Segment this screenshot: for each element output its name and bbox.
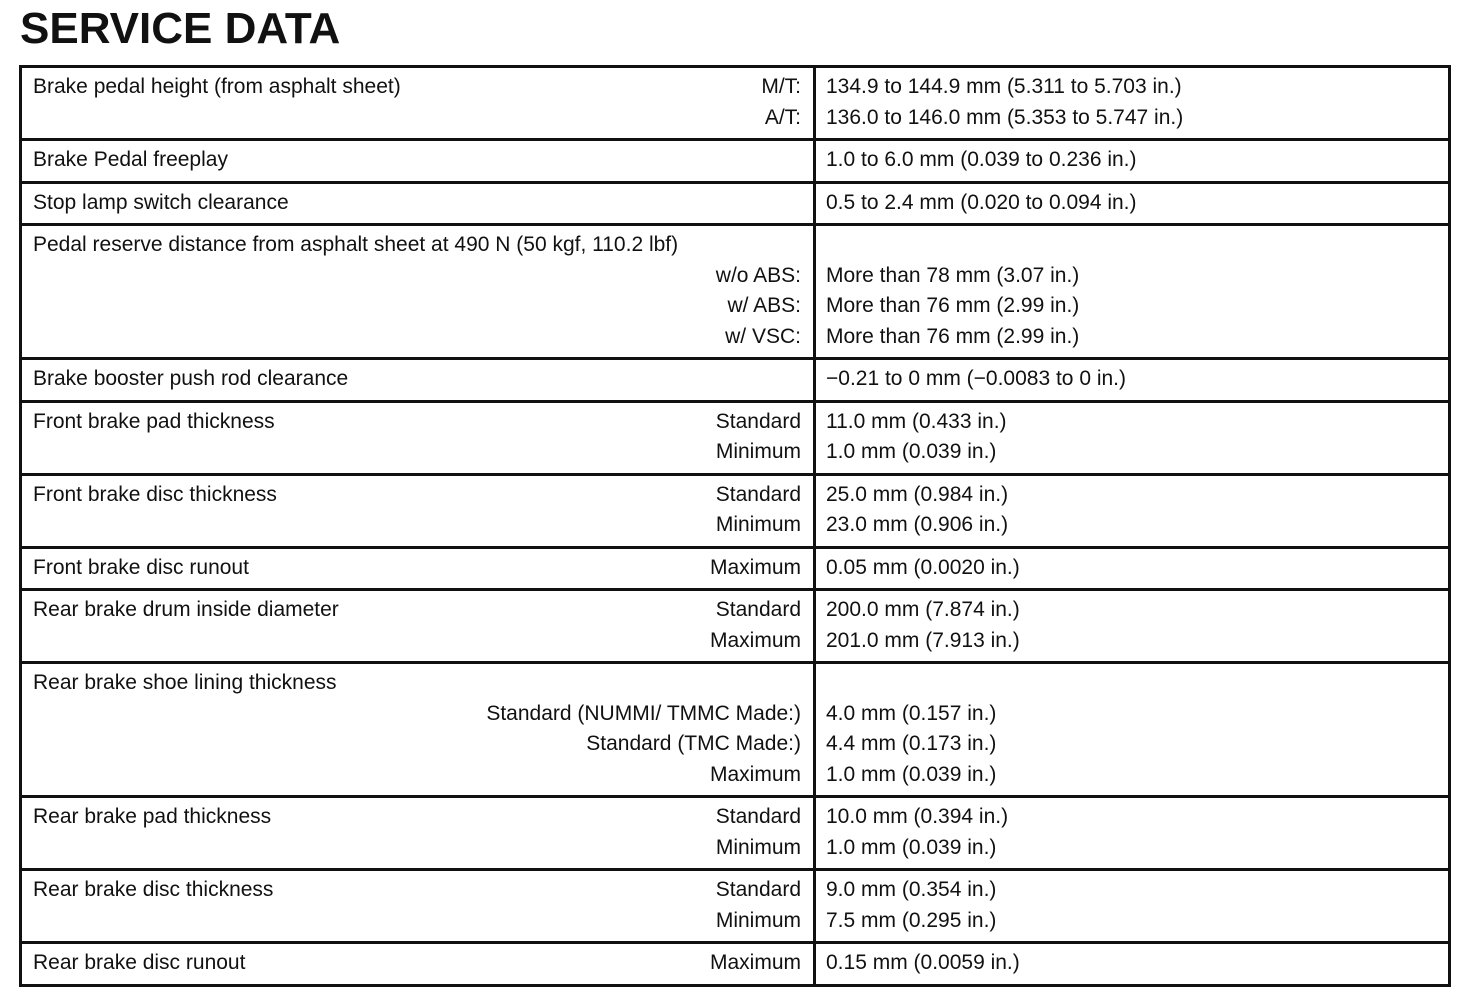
spec-qualifier: Maximum [709, 628, 801, 652]
spec-value-cell [815, 870, 1450, 943]
spec-item-cell [21, 401, 815, 474]
spec-value: 10.0 mm (0.394 in.) [826, 805, 1009, 828]
page-title: SERVICE DATA [20, 4, 341, 53]
spec-qualifier: w/o ABS: [715, 263, 801, 287]
spec-item-label: Rear brake disc thickness [33, 878, 274, 901]
spec-qualifier: w/ VSC: [725, 324, 801, 348]
spec-value: 1.0 mm (0.039 in.) [826, 440, 997, 463]
spec-item-cell [21, 359, 815, 402]
spec-value-cell [815, 547, 1450, 590]
spec-item-cell [21, 67, 815, 140]
spec-qualifier: Maximum [709, 951, 801, 974]
table-row [21, 663, 1450, 797]
spec-value: More than 76 mm (2.99 in.) [826, 294, 1080, 317]
spec-item-label: Brake Pedal freeplay [33, 148, 228, 171]
spec-value-cell [815, 474, 1450, 547]
spec-value: 1.0 mm (0.039 in.) [826, 762, 997, 786]
spec-item-label: Front brake disc thickness [33, 482, 277, 506]
table-row [21, 870, 1450, 943]
spec-item-label: Pedal reserve distance from asphalt sheet at 490 N (50 kgf, 110.2 lbf) [33, 233, 679, 256]
table-row [21, 547, 1450, 590]
table-row [21, 182, 1450, 225]
spec-value-cell [815, 67, 1450, 140]
spec-item-cell [21, 474, 815, 547]
spec-value: 200.0 mm (7.874 in.) [826, 598, 1020, 621]
spec-value: 134.9 to 144.9 mm (5.311 to 5.703 in.) [826, 75, 1182, 98]
spec-value: 0.15 mm (0.0059 in.) [826, 951, 1020, 974]
spec-item-cell [21, 547, 815, 590]
spec-value: 4.4 mm (0.173 in.) [826, 732, 997, 755]
spec-qualifier: Minimum [715, 440, 801, 463]
table-row [21, 359, 1450, 402]
spec-item-label: Rear brake disc runout [33, 951, 246, 974]
spec-value-cell [815, 401, 1450, 474]
spec-item-label: Rear brake drum inside diameter [33, 598, 339, 621]
spec-qualifier: Maximum [709, 555, 801, 579]
spec-value-cell [815, 663, 1450, 797]
spec-value: 1.0 to 6.0 mm (0.039 to 0.236 in.) [826, 148, 1137, 171]
spec-value: 136.0 to 146.0 mm (5.353 to 5.747 in.) [826, 105, 1184, 129]
spec-value: 0.05 mm (0.0020 in.) [826, 555, 1020, 579]
spec-qualifier: Standard [715, 805, 801, 828]
spec-value: 4.0 mm (0.157 in.) [826, 701, 997, 725]
spec-value: 201.0 mm (7.913 in.) [826, 628, 1020, 652]
spec-value: 9.0 mm (0.354 in.) [826, 878, 997, 901]
spec-value-cell [815, 797, 1450, 870]
spec-qualifier: w/ ABS: [727, 294, 801, 317]
spec-qualifier: M/T: [761, 75, 801, 98]
spec-qualifier: A/T: [764, 105, 801, 129]
table-row [21, 474, 1450, 547]
spec-value-cell [815, 590, 1450, 663]
spec-item-label: Brake booster push rod clearance [33, 367, 349, 390]
spec-qualifier: Maximum [709, 762, 801, 786]
spec-item-cell [21, 870, 815, 943]
spec-value: 23.0 mm (0.906 in.) [826, 513, 1009, 536]
spec-item-label: Front brake disc runout [33, 555, 249, 579]
spec-value-cell [815, 225, 1450, 359]
spec-qualifier: Standard [715, 878, 801, 901]
spec-qualifier: Standard [715, 409, 801, 433]
table-row [21, 401, 1450, 474]
spec-value-cell [815, 943, 1450, 986]
spec-value: 25.0 mm (0.984 in.) [826, 482, 1009, 506]
table-row [21, 140, 1450, 183]
table-row [21, 943, 1450, 986]
spec-qualifier: Minimum [715, 835, 801, 859]
spec-qualifier: Minimum [715, 513, 801, 536]
spec-value: 11.0 mm (0.433 in.) [826, 409, 1007, 433]
spec-item-cell [21, 140, 815, 183]
spec-value: 1.0 mm (0.039 in.) [826, 835, 997, 859]
spec-item-cell [21, 590, 815, 663]
spec-item-label: Stop lamp switch clearance [33, 190, 289, 214]
table-row [21, 225, 1450, 359]
service-data-table-body [21, 67, 1450, 986]
spec-qualifier: Standard [715, 482, 801, 506]
spec-value-cell [815, 182, 1450, 225]
service-data-table [19, 65, 1451, 987]
spec-item-label: Rear brake shoe lining thickness [33, 671, 337, 694]
table-row [21, 590, 1450, 663]
spec-qualifier: Minimum [715, 908, 801, 932]
spec-qualifier: Standard (TMC Made:) [586, 732, 801, 755]
spec-item-label: Brake pedal height (from asphalt sheet) [33, 75, 401, 98]
spec-value: −0.21 to 0 mm (−0.0083 to 0 in.) [826, 367, 1127, 390]
spec-value: 0.5 to 2.4 mm (0.020 to 0.094 in.) [826, 190, 1137, 214]
table-row [21, 797, 1450, 870]
spec-item-cell [21, 663, 815, 797]
spec-value: More than 76 mm (2.99 in.) [826, 324, 1080, 348]
spec-qualifier: Standard [715, 598, 801, 621]
spec-item-cell [21, 182, 815, 225]
spec-item-cell [21, 797, 815, 870]
spec-value: More than 78 mm (3.07 in.) [826, 263, 1080, 287]
spec-item-cell [21, 225, 815, 359]
spec-value: 7.5 mm (0.295 in.) [826, 908, 997, 932]
spec-value-cell [815, 359, 1450, 402]
spec-item-label: Rear brake pad thickness [33, 805, 272, 828]
spec-item-cell [21, 943, 815, 986]
spec-item-label: Front brake pad thickness [33, 409, 275, 433]
table-row [21, 67, 1450, 140]
spec-value-cell [815, 140, 1450, 183]
spec-qualifier: Standard (NUMMI/ TMMC Made:) [486, 701, 801, 725]
